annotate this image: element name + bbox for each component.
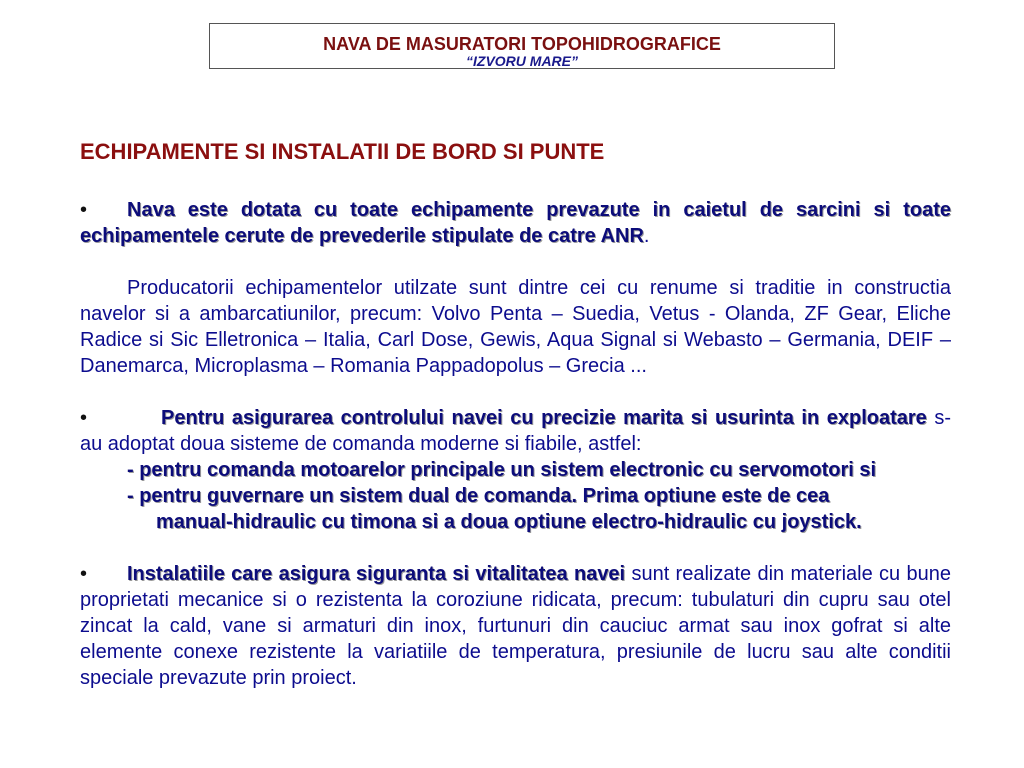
content-body	[80, 197, 951, 691]
list-item-engine-control: - pentru comanda motoarelor principale un sistem electronic cu servomotori si	[127, 459, 877, 481]
page-subtitle: “IZVORU MARE”	[466, 53, 578, 69]
control-statement: Pentru asigurarea controlului navei cu precizie marita si usurinta in exploatare	[161, 407, 927, 429]
equipment-statement: Nava este dotata cu toate echipamente prevazute in caietul de sarcini si toate echipamentele cerute de prevederile stipulate de catre ANR	[80, 199, 951, 247]
equipment-statement-tail: .	[643, 225, 650, 247]
control-statement-tail: s-au adoptat doua sisteme de comanda moderne si fiabile, astfel:	[80, 407, 951, 455]
installations-statement-tail: sunt realizate din materiale cu bune proprietati mecanice si o rezistenta la coroziune ridicata, precum: tubulaturi din cupru sau otel zincat la cald, vane si armaturi din inox, furtunuri din cauciuc armat sau inox gofrat si alte elemente conexe rezistente la variatiile de temperatura, presiunile de lucru sau alte conditii speciale prevazute prin proiect.	[80, 563, 951, 689]
paragraph-installations	[80, 561, 951, 691]
bullet-icon: •	[80, 407, 88, 429]
paragraph-equipment	[80, 197, 951, 249]
header-box	[209, 23, 835, 69]
paragraph-control	[80, 405, 951, 457]
page-title: NAVA DE MASURATORI TOPOHIDROGRAFICE	[323, 34, 721, 54]
bullet-icon: •	[80, 199, 88, 221]
list-item-steering-continued: manual-hidraulic cu timona si a doua optiune electro-hidraulic cu joystick.	[156, 511, 862, 533]
installations-statement: Instalatiile care asigura siguranta si vitalitatea navei	[127, 563, 626, 585]
section-heading: ECHIPAMENTE SI INSTALATII DE BORD SI PUNTE	[80, 139, 605, 164]
paragraph-manufacturers: Producatorii echipamentelor utilzate sunt dintre cei cu renume si traditie in constructia navelor si a ambarcatiunilor, precum: Volvo Penta – Suedia, Vetus - Olanda, ZF Gear, Eliche Radice si Sic Elletronica – Italia, Carl Dose, Gewis, Aqua Signal si Webasto – Germania, DEIF – Danemarca, Microplasma – Romania Pappadopolus – Grecia ...	[80, 277, 951, 377]
list-item-steering: - pentru guvernare un sistem dual de comanda. Prima optiune este de cea	[127, 485, 830, 507]
bullet-icon: •	[80, 563, 88, 585]
